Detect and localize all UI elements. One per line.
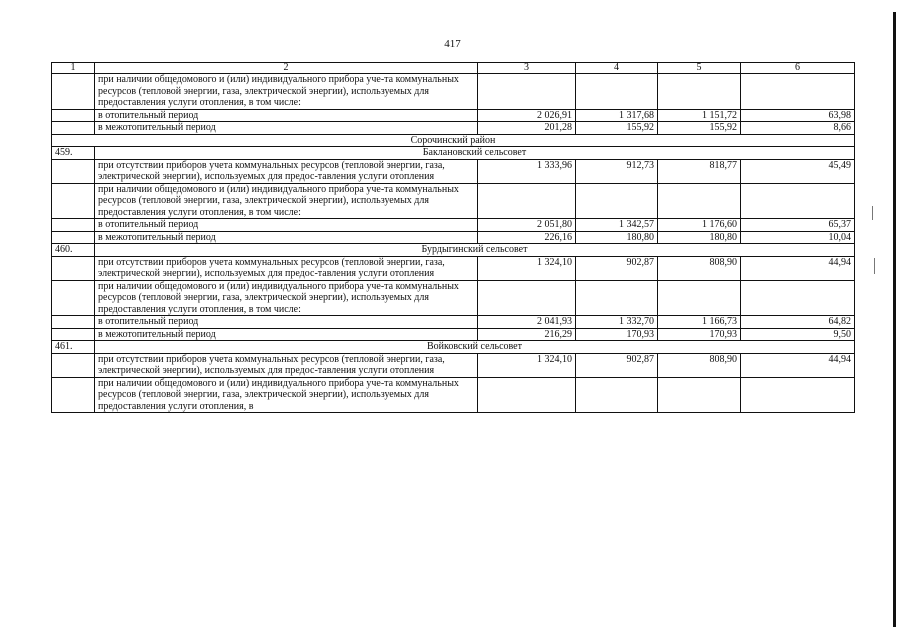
value-cell: 2 041,93: [478, 316, 576, 329]
value-cell: 2 026,91: [478, 109, 576, 122]
description-cell: при отсутствии приборов учета коммунальных ресурсов (тепловой энергии, газа, электрической энергии), используемых для предос-тавления услуги отопления: [95, 353, 478, 377]
value-cell: 155,92: [658, 122, 741, 135]
entry-number: 461.: [52, 341, 95, 354]
entry-heading-row: [52, 244, 855, 257]
value-cell: 902,87: [576, 256, 658, 280]
description-cell: при наличии общедомового и (или) индивидуального прибора уче-та коммунальных ресурсов (тепловой энергии, газа, электрической энергии), используемых для предоставления услуги отопления, в том числе:: [95, 183, 478, 219]
value-cell: 808,90: [658, 256, 741, 280]
entry-name: Бурдыгинский сельсовет: [95, 244, 855, 257]
description-cell: при отсутствии приборов учета коммунальных ресурсов (тепловой энергии, газа, электрической энергии), используемых для предос-тавления услуги отопления: [95, 256, 478, 280]
value-cell: 170,93: [576, 328, 658, 341]
value-cell: 818,77: [658, 159, 741, 183]
table-row: [52, 280, 855, 316]
num-cell: [52, 74, 95, 110]
value-cell: 1 333,96: [478, 159, 576, 183]
entry-number: 460.: [52, 244, 95, 257]
value-cell: 180,80: [658, 231, 741, 244]
value-cell: 912,73: [576, 159, 658, 183]
value-cell: 9,50: [741, 328, 855, 341]
value-cell: 44,94: [741, 256, 855, 280]
header-cell: 6: [741, 63, 855, 74]
entry-heading-row: [52, 341, 855, 354]
description-cell: при наличии общедомового и (или) индивидуального прибора уче-та коммунальных ресурсов (тепловой энергии, газа, электрической энергии), используемых для предоставления услуги отопления, в: [95, 377, 478, 413]
value-cell: 1 166,73: [658, 316, 741, 329]
header-cell: 1: [52, 63, 95, 74]
header-cell: 4: [576, 63, 658, 74]
table-row: [52, 109, 855, 122]
value-cell: 1 176,60: [658, 219, 741, 232]
value-cell: 808,90: [658, 353, 741, 377]
value-cell: 226,16: [478, 231, 576, 244]
district-heading: Сорочинский район: [52, 134, 855, 147]
page-number: 417: [444, 38, 461, 50]
value-cell: 1 317,68: [576, 109, 658, 122]
description-cell: в межотопительный период: [95, 122, 478, 135]
scan-speck: [872, 206, 873, 220]
description-cell: в отопительный период: [95, 219, 478, 232]
value-cell: 10,04: [741, 231, 855, 244]
table-row: [52, 159, 855, 183]
table-row: [52, 231, 855, 244]
district-row: [52, 134, 855, 147]
description-cell: в межотопительный период: [95, 328, 478, 341]
value-cell: 1 342,57: [576, 219, 658, 232]
description-cell: в отопительный период: [95, 109, 478, 122]
entry-number: 459.: [52, 147, 95, 160]
table-row: [52, 377, 855, 413]
description-cell: в межотопительный период: [95, 231, 478, 244]
table-row: [52, 183, 855, 219]
description-cell: при наличии общедомового и (или) индивидуального прибора уче-та коммунальных ресурсов (тепловой энергии, газа, электрической энергии), используемых для предоставления услуги отопления, в том числе:: [95, 74, 478, 110]
value-cell: 64,82: [741, 316, 855, 329]
table-row: [52, 219, 855, 232]
value-cell: 44,94: [741, 353, 855, 377]
table-row: [52, 74, 855, 110]
value-cell: 45,49: [741, 159, 855, 183]
header-cell: 5: [658, 63, 741, 74]
header-row: [52, 63, 855, 74]
entry-heading-row: [52, 147, 855, 160]
table-row: [52, 353, 855, 377]
value-cell: 170,93: [658, 328, 741, 341]
value-cell: 65,37: [741, 219, 855, 232]
description-cell: при наличии общедомового и (или) индивидуального прибора уче-та коммунальных ресурсов (тепловой энергии, газа, электрической энергии), используемых для предоставления услуги отопления, в том числе:: [95, 280, 478, 316]
entry-name: Войковский сельсовет: [95, 341, 855, 354]
table-row: [52, 328, 855, 341]
scan-edge-line: [893, 12, 896, 627]
value-cell: 201,28: [478, 122, 576, 135]
value-cell: 1 324,10: [478, 256, 576, 280]
value-cell: 1 324,10: [478, 353, 576, 377]
header-cell: 3: [478, 63, 576, 74]
description-cell: в отопительный период: [95, 316, 478, 329]
value-cell: 63,98: [741, 109, 855, 122]
value-cell: 180,80: [576, 231, 658, 244]
tariff-table: [51, 62, 855, 413]
header-cell: 2: [95, 63, 478, 74]
scan-speck: [874, 258, 875, 274]
value-cell: 216,29: [478, 328, 576, 341]
value-cell: 1 151,72: [658, 109, 741, 122]
value-cell: 902,87: [576, 353, 658, 377]
table-row: [52, 316, 855, 329]
description-cell: при отсутствии приборов учета коммунальных ресурсов (тепловой энергии, газа, электрической энергии), используемых для предос-тавления услуги отопления: [95, 159, 478, 183]
table-row: [52, 256, 855, 280]
entry-name: Баклановский сельсовет: [95, 147, 855, 160]
value-cell: 8,66: [741, 122, 855, 135]
value-cell: 155,92: [576, 122, 658, 135]
value-cell: 2 051,80: [478, 219, 576, 232]
value-cell: 1 332,70: [576, 316, 658, 329]
table-row: [52, 122, 855, 135]
